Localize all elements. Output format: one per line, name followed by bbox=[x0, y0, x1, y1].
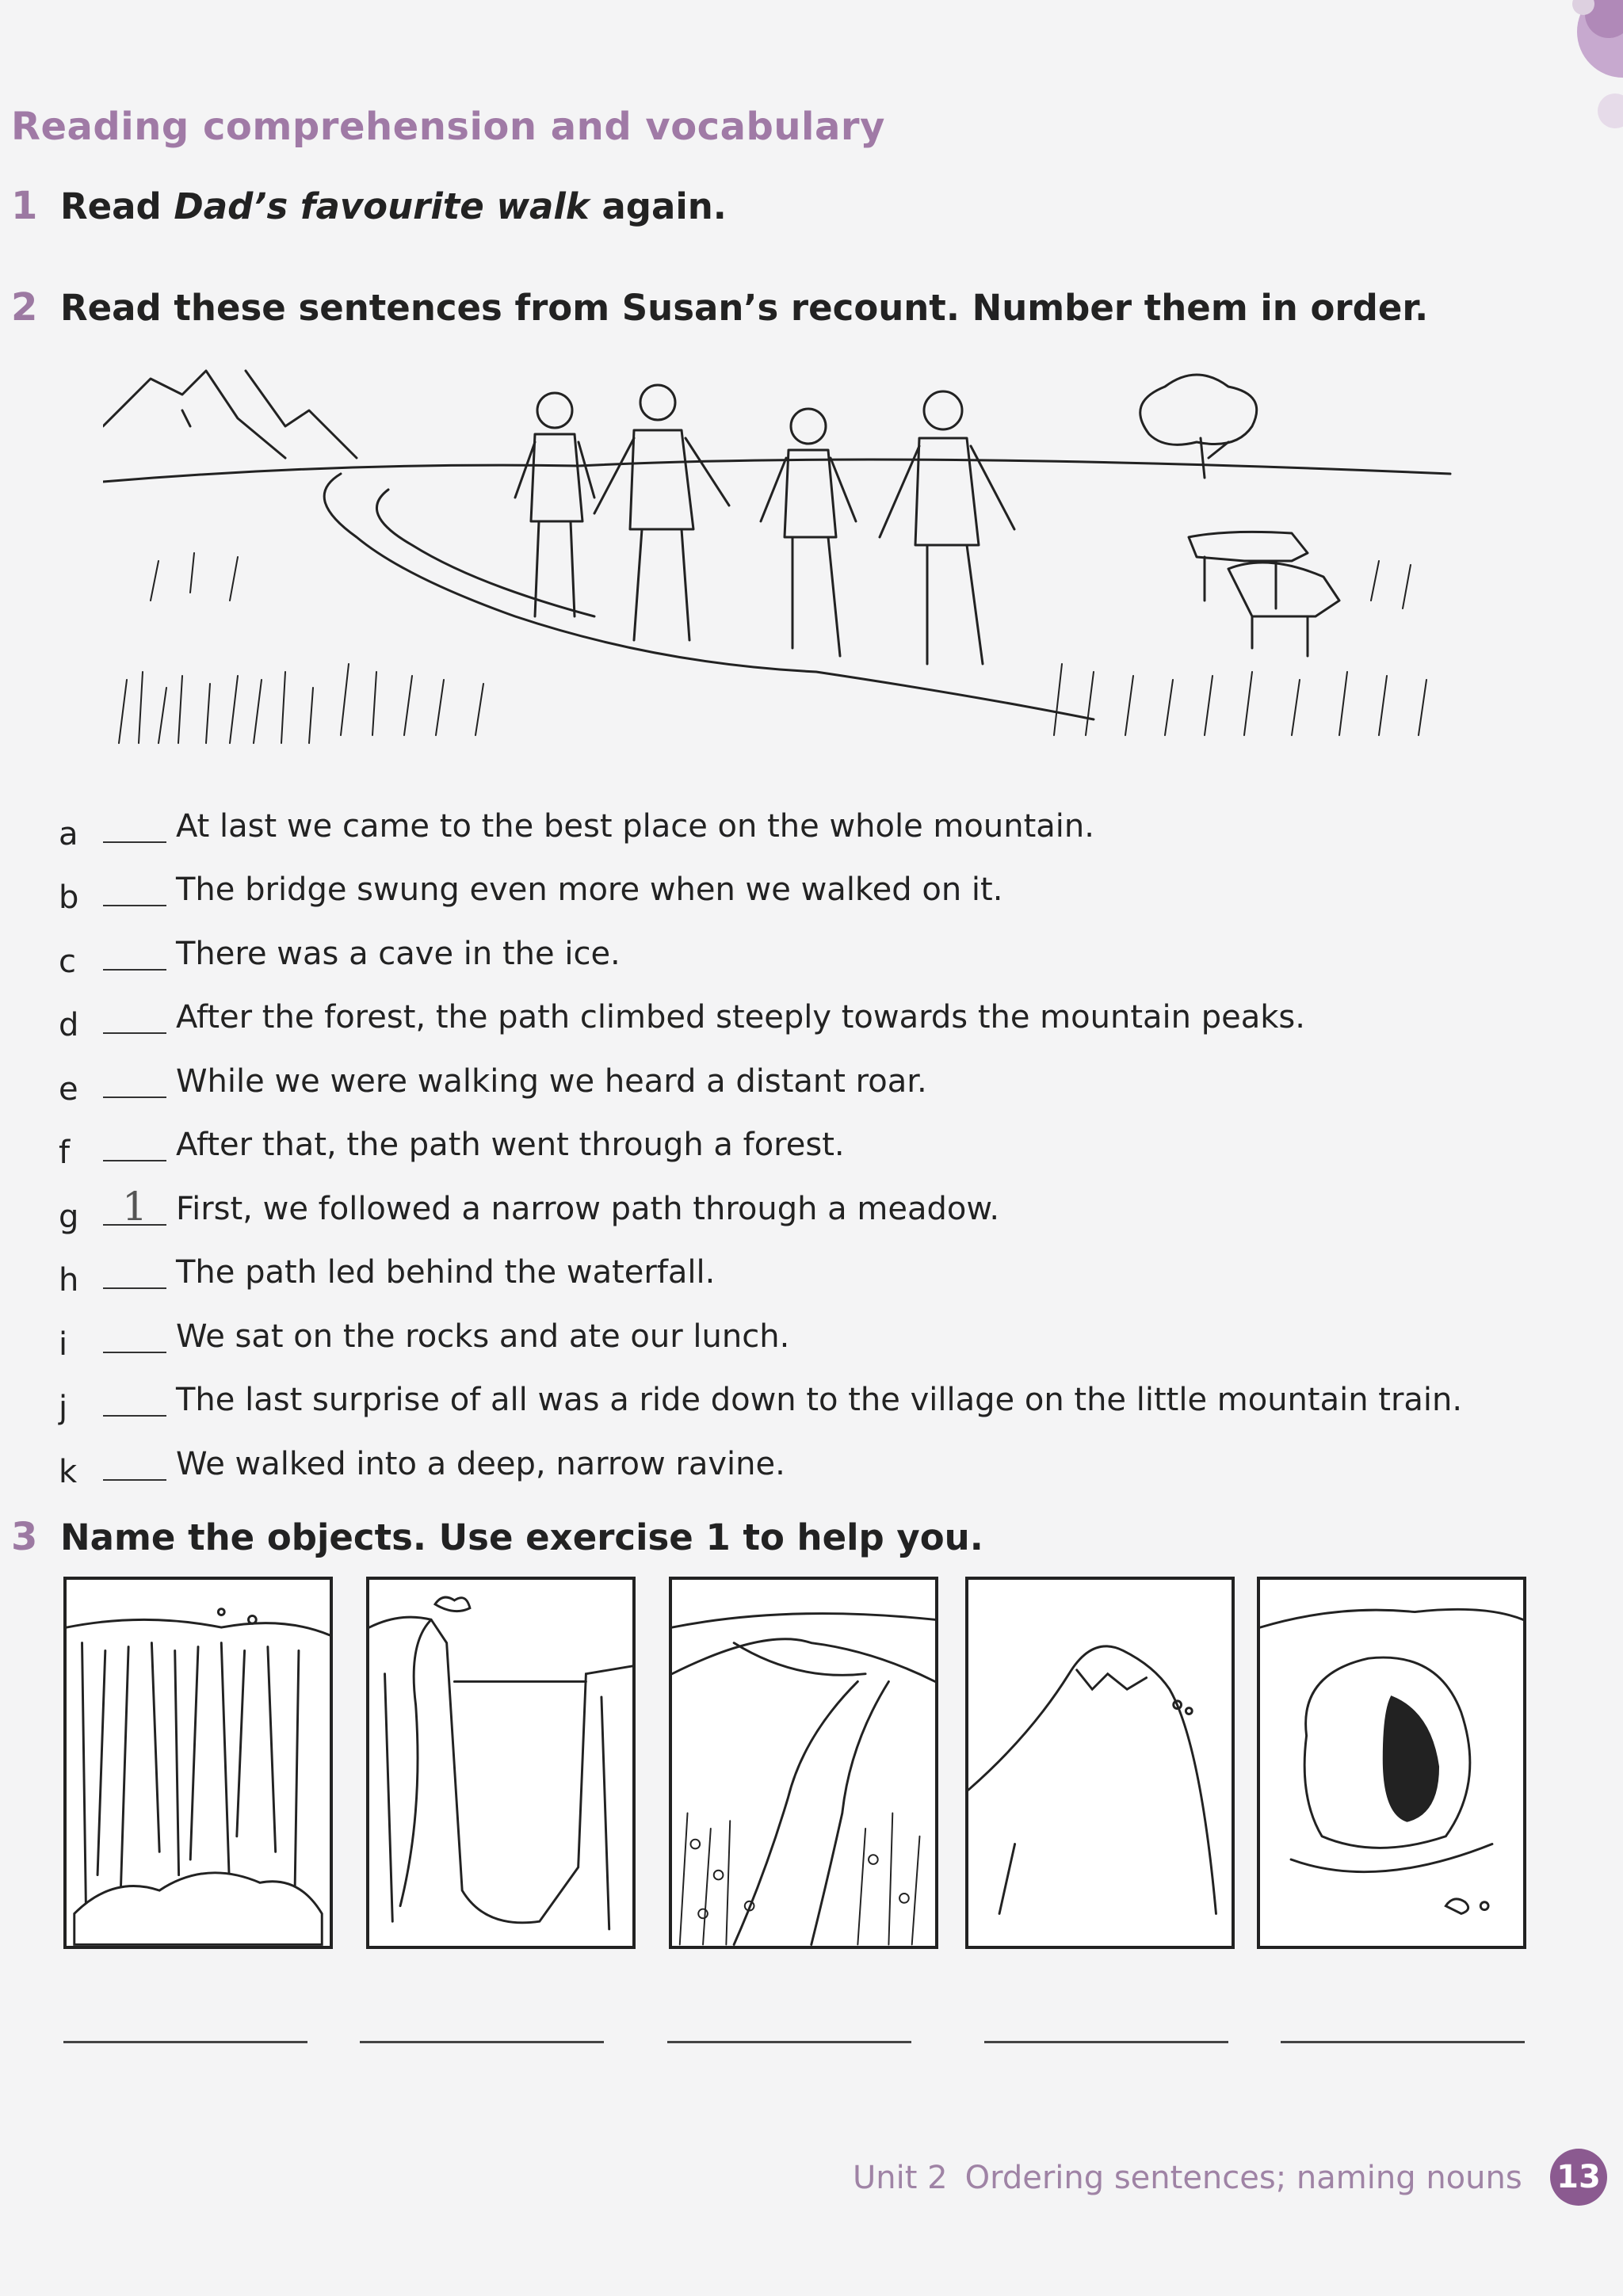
question-2 bbox=[11, 285, 1428, 330]
sentence-item-f bbox=[59, 1108, 1462, 1172]
question-1-number: 1 bbox=[11, 184, 38, 228]
question-3 bbox=[11, 1515, 983, 1559]
mountain-picture bbox=[965, 1577, 1235, 1949]
goat bbox=[1189, 532, 1339, 656]
question-1-text-post: again. bbox=[589, 185, 727, 227]
sentence-text: After that, the path went through a forest. bbox=[176, 1127, 845, 1163]
sentence-item-d bbox=[59, 980, 1462, 1044]
order-number-blank[interactable] bbox=[103, 997, 166, 1034]
sentence-text: There was a cave in the ice. bbox=[176, 935, 621, 972]
section-heading: Reading comprehension and vocabulary bbox=[11, 105, 885, 149]
order-number-blank[interactable] bbox=[103, 1062, 166, 1098]
sentence-text: The path led behind the waterfall. bbox=[176, 1254, 716, 1291]
hiker-4 bbox=[880, 391, 1014, 664]
question-3-text: Name the objects. Use exercise 1 to help you. bbox=[60, 1516, 983, 1558]
order-number-blank[interactable] bbox=[103, 1253, 166, 1289]
question-2-number: 2 bbox=[11, 285, 38, 330]
hiker-2 bbox=[594, 385, 729, 640]
footer-unit-label bbox=[853, 2160, 1522, 2196]
unit-name: Unit 2 bbox=[853, 2160, 948, 2196]
sentence-item-a bbox=[59, 788, 1462, 852]
answer-line-5[interactable] bbox=[1281, 2041, 1525, 2043]
ordering-sentence-list bbox=[59, 788, 1462, 1490]
question-2-text: Read these sentences from Susan’s recount. Number them in order. bbox=[60, 287, 1429, 329]
sentence-item-k bbox=[59, 1426, 1462, 1490]
page-number-badge: 13 bbox=[1550, 2149, 1607, 2206]
hikers-meadow-illustration bbox=[103, 363, 1458, 759]
question-3-number: 3 bbox=[11, 1515, 38, 1559]
sentence-letter: a bbox=[59, 815, 78, 852]
sentence-letter: j bbox=[59, 1390, 68, 1426]
order-number-blank[interactable] bbox=[103, 1125, 166, 1161]
sentence-text: The bridge swung even more when we walked on it. bbox=[176, 871, 1003, 908]
ice-cave-picture bbox=[1257, 1577, 1526, 1949]
sentence-item-j bbox=[59, 1363, 1462, 1427]
answer-line-4[interactable] bbox=[984, 2041, 1228, 2043]
unit-topic: Ordering sentences; naming nouns bbox=[964, 2160, 1522, 2196]
question-1-text-title: Dad’s favourite walk bbox=[174, 185, 590, 227]
sentence-letter: e bbox=[59, 1070, 78, 1108]
answer-line-2[interactable] bbox=[360, 2041, 604, 2043]
sentence-item-g bbox=[59, 1171, 1462, 1235]
order-number-blank[interactable] bbox=[103, 934, 166, 971]
sentence-letter: i bbox=[59, 1325, 68, 1363]
sentence-text: While we were walking we heard a distant roar. bbox=[176, 1062, 927, 1100]
order-number-blank[interactable] bbox=[103, 1380, 166, 1417]
ravine-picture bbox=[366, 1577, 636, 1949]
order-number-blank[interactable] bbox=[103, 807, 166, 843]
sentence-letter: b bbox=[59, 879, 79, 916]
order-number-blank[interactable] bbox=[103, 870, 166, 906]
sentence-text: We sat on the rocks and ate our lunch. bbox=[176, 1318, 790, 1355]
order-number-blank[interactable] bbox=[103, 1317, 166, 1353]
sentence-item-e bbox=[59, 1043, 1462, 1108]
sentence-text: At last we came to the best place on the whole mountain. bbox=[176, 807, 1094, 845]
sentence-letter: g bbox=[59, 1198, 79, 1235]
sentence-item-b bbox=[59, 852, 1462, 917]
hiker-1 bbox=[515, 393, 594, 616]
corner-decoration bbox=[1504, 0, 1623, 182]
question-1 bbox=[11, 184, 727, 228]
sentence-letter: c bbox=[59, 943, 76, 980]
question-1-text-pre: Read bbox=[60, 185, 174, 227]
sentence-letter: h bbox=[59, 1262, 79, 1299]
sentence-item-i bbox=[59, 1299, 1462, 1363]
sentence-text: First, we followed a narrow path through a meadow. bbox=[176, 1190, 1000, 1227]
sentence-letter: d bbox=[59, 1007, 79, 1043]
sentence-text: The last surprise of all was a ride down to the village on the little mountain train. bbox=[176, 1382, 1463, 1418]
answer-line-3[interactable] bbox=[667, 2041, 911, 2043]
answer-line-1[interactable] bbox=[63, 2041, 307, 2043]
meadow-path-picture bbox=[669, 1577, 938, 1949]
sentence-text: After the forest, the path climbed steeply towards the mountain peaks. bbox=[176, 999, 1305, 1035]
order-number-blank[interactable]: 1 bbox=[103, 1189, 166, 1226]
sentence-letter: k bbox=[59, 1453, 78, 1490]
sentence-text: We walked into a deep, narrow ravine. bbox=[176, 1445, 785, 1482]
order-number-blank[interactable] bbox=[103, 1444, 166, 1481]
sentence-item-h bbox=[59, 1235, 1462, 1299]
hiker-3 bbox=[761, 409, 856, 656]
sentence-letter: f bbox=[59, 1135, 71, 1171]
waterfall-picture bbox=[63, 1577, 333, 1949]
sentence-item-c bbox=[59, 916, 1462, 980]
